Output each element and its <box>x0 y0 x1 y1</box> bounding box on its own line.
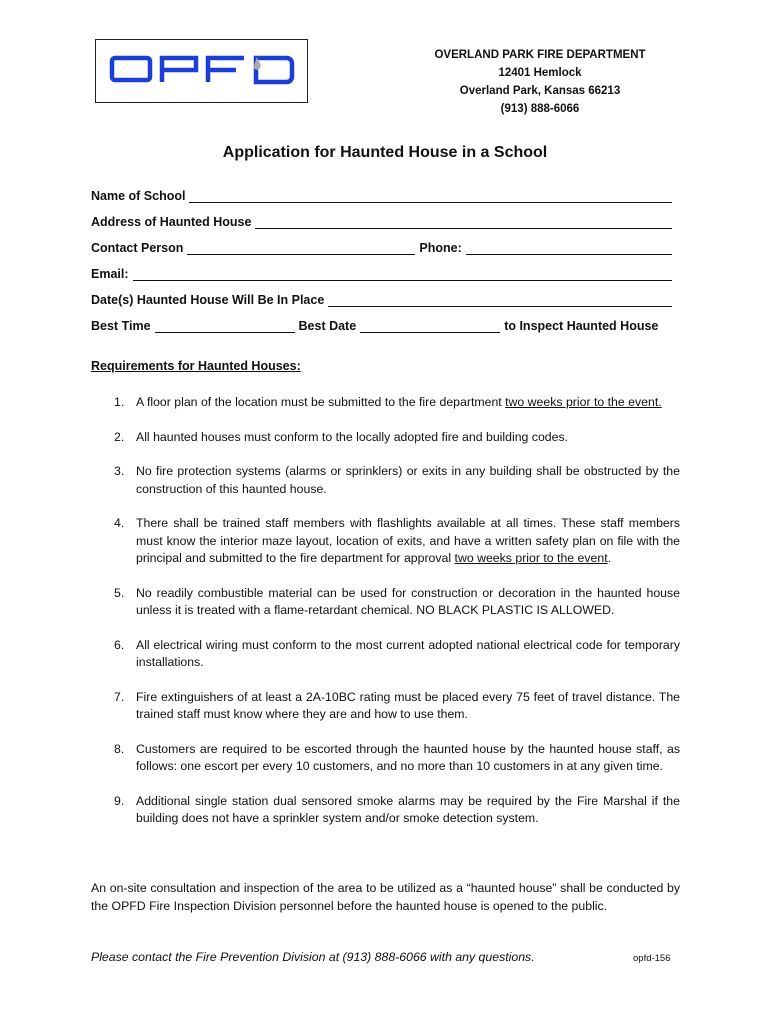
requirement-item <box>91 429 680 447</box>
page-title: Application for Haunted House in a School <box>222 144 548 161</box>
requirement-text: A floor plan of the location must be submitted to the fire department <box>136 395 506 409</box>
requirement-text: No fire protection systems (alarms or sprinklers) or exits in any building shall be obstructed by the construction of this haunted house. <box>136 464 680 496</box>
best-time-line[interactable] <box>155 318 295 333</box>
email-label: Email: <box>91 267 129 281</box>
requirement-text: There shall be trained staff members with flashlights available at all times. These staff members must know the interior maze layout, location of exits, and have a written safety plan on file with the principal and submitted to the fire department for approval <box>136 516 680 565</box>
address-label: Address of Haunted House <box>91 215 252 229</box>
requirement-item <box>91 515 680 568</box>
requirement-number: 9. <box>114 793 125 808</box>
requirements-list <box>91 394 680 845</box>
requirement-number: 5. <box>114 585 125 600</box>
requirement-item <box>91 637 680 672</box>
requirement-number: 8. <box>114 741 125 756</box>
requirement-text: All electrical wiring must conform to the most current adopted national electrical code for temporary installations. <box>136 637 680 669</box>
school-name-field[interactable] <box>91 185 676 203</box>
requirement-item <box>91 585 680 620</box>
requirement-number: 3. <box>114 464 125 478</box>
contact-phone-row[interactable] <box>91 237 676 255</box>
inspection-time-row[interactable] <box>91 315 676 333</box>
phone-label: Phone: <box>419 241 462 255</box>
address-line[interactable] <box>255 214 672 229</box>
dates-line[interactable] <box>328 292 672 307</box>
requirement-item <box>91 793 680 828</box>
department-name: OVERLAND PARK FIRE DEPARTMENT <box>434 49 646 61</box>
requirement-item <box>91 394 680 412</box>
email-field[interactable] <box>91 263 676 281</box>
requirement-deadline: two weeks prior to the event. <box>505 395 662 409</box>
requirements-heading: Requirements for Haunted Houses: <box>91 359 301 373</box>
department-city: Overland Park, Kansas 66213 <box>459 85 621 97</box>
best-date-line[interactable] <box>360 318 500 333</box>
requirement-text: No readily combustible material can be used for construction or decoration in the haunted house unless it is treated with a flame-retardant chemical. NO BLACK PLASTIC IS ALLOWED. <box>136 585 680 617</box>
requirement-number: 2. <box>114 429 125 444</box>
email-line[interactable] <box>133 266 672 281</box>
inspect-label: to Inspect Haunted House <box>504 319 659 333</box>
requirement-deadline: two weeks prior to the event <box>454 551 608 565</box>
requirement-text: Additional single station dual sensored smoke alarms may be required by the Fire Marshal if the building does not have a sprinkler system and/or smoke detection system. <box>136 793 680 825</box>
contact-person-label: Contact Person <box>91 241 184 255</box>
closing-paragraph: An on-site consultation and inspection of the area to be utilized as a “haunted house” shall be conducted by the OPFD Fire Inspection Division personnel before the haunted house is opened to the public. <box>91 881 680 913</box>
requirement-number: 4. <box>114 516 125 530</box>
address-field[interactable] <box>91 211 676 229</box>
requirement-item <box>91 463 680 498</box>
best-date-label: Best Date <box>298 319 357 333</box>
requirement-item <box>91 689 680 724</box>
dates-label: Date(s) Haunted House Will Be In Place <box>91 293 325 307</box>
contact-person-line[interactable] <box>187 240 415 255</box>
requirement-text-end: . <box>607 551 612 565</box>
requirement-number: 6. <box>114 637 125 652</box>
requirement-number: 7. <box>114 689 125 704</box>
department-address <box>430 46 650 118</box>
form-number: opfd-156 <box>633 953 671 964</box>
requirement-text: Fire extinguishers of at least a 2A-10BC rating must be placed every 75 feet of travel distance. The trained staff must know where they are and how to use them. <box>136 689 680 721</box>
school-name-label: Name of School <box>91 189 186 203</box>
requirement-number: 1. <box>114 395 125 409</box>
best-time-label: Best Time <box>91 319 151 333</box>
department-phone: (913) 888-6066 <box>500 103 580 115</box>
requirement-text: All haunted houses must conform to the locally adopted fire and building codes. <box>136 429 569 444</box>
opfd-logo-graphic <box>108 52 296 92</box>
contact-note: Please contact the Fire Prevention Division at (913) 888-6066 with any questions. <box>91 950 535 964</box>
requirement-item <box>91 741 680 776</box>
phone-line[interactable] <box>466 240 672 255</box>
opfd-logo <box>95 39 308 103</box>
department-street: 12401 Hemlock <box>498 67 582 79</box>
school-name-line[interactable] <box>189 188 672 203</box>
requirement-text: Customers are required to be escorted through the haunted house by the haunted house staff, as follows: one escort per every 10 customers, and no more than 10 customers in at any given time. <box>136 741 680 773</box>
dates-field[interactable] <box>91 289 676 307</box>
